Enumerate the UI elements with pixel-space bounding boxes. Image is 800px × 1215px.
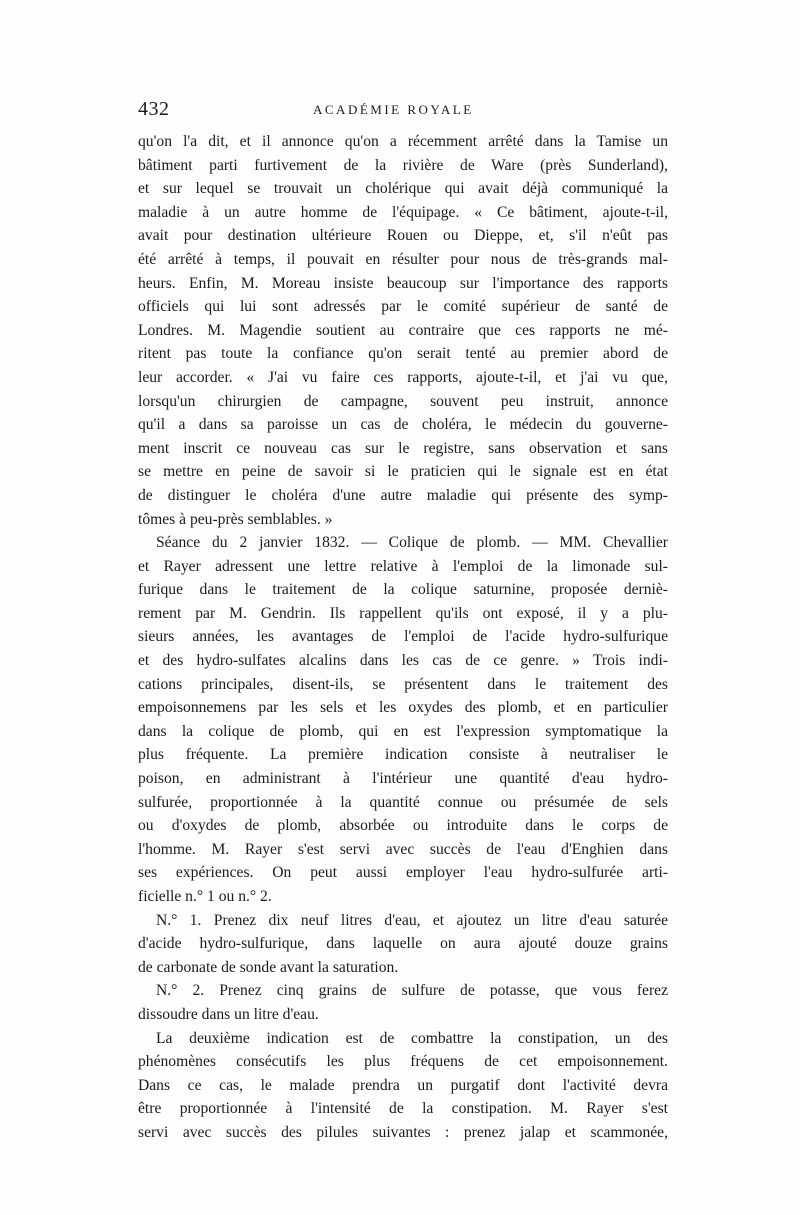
text-line: plus fréquente. La première indication consiste à neutraliser le xyxy=(138,746,668,764)
text-line: furique dans le traitement de la colique saturnine, proposée derniè- xyxy=(138,581,668,599)
text-line: phénomènes consécutifs les plus fréquens de cet empoisonnement. xyxy=(138,1053,668,1071)
text-line: avait pour destination ultérieure Rouen ou Dieppe, et, s'il n'eût pas xyxy=(138,227,668,245)
text-line: heurs. Enfin, M. Moreau insiste beaucoup sur l'importance des rapports xyxy=(138,274,668,292)
text-line: Séance du 2 janvier 1832. — Colique de plomb. — MM. Chevallier xyxy=(156,534,668,552)
text-line: et Rayer adressent une lettre relative à l'emploi de la limonade sul- xyxy=(138,557,668,575)
text-line: dans la colique de plomb, qui en est l'expression symptomatique la xyxy=(138,722,668,740)
text-line: tômes à peu-près semblables. » xyxy=(138,510,333,528)
running-head: ACADÉMIE ROYALE xyxy=(313,102,474,117)
text-line: ficielle n.° 1 ou n.° 2. xyxy=(138,888,272,905)
text-line: qu'il a dans sa paroisse un cas de choléra, le médecin du gouverne- xyxy=(138,416,668,434)
text-line: lorsqu'un chirurgien de campagne, souvent peu instruit, annonce xyxy=(138,392,668,410)
text-line: être proportionnée à l'intensité de la constipation. M. Rayer s'est xyxy=(138,1100,668,1118)
text-line: sulfurée, proportionnée à la quantité connue ou présumée de sels xyxy=(138,793,668,811)
text-line: été arrêté à temps, il pouvait en résulter pour nous de très-grands mal- xyxy=(138,250,668,268)
text-line: Londres. M. Magendie soutient au contraire que ces rapports ne mé- xyxy=(138,321,668,339)
text-line: poison, en administrant à l'intérieur une quantité d'eau hydro- xyxy=(138,770,668,788)
text-line: cations principales, disent-ils, se présentent dans le traitement des xyxy=(138,675,668,693)
text-line: officiels qui lui sont adressés par le comité supérieur de santé de xyxy=(138,298,668,316)
text-line: de distinguer le choléra d'une autre maladie qui présente des symp- xyxy=(138,486,668,504)
text-line: maladie à un autre homme de l'équipage. « Ce bâtiment, ajoute-t-il, xyxy=(138,203,668,221)
text-line: bâtiment parti furtivement de la rivière de Ware (près Sunderland), xyxy=(138,156,668,174)
text-line: et des hydro-sulfates alcalins dans les cas de ce genre. » Trois indi- xyxy=(138,652,668,670)
text-line: N.° 1. Prenez dix neuf litres d'eau, et ajoutez un litre d'eau saturée xyxy=(156,911,668,929)
text-line: de carbonate de sonde avant la saturation. xyxy=(138,958,399,976)
text-line: ses expériences. On peut aussi employer l'eau hydro-sulfurée arti- xyxy=(138,864,668,882)
text-line: qu'on l'a dit, et il annonce qu'on a récemment arrêté dans la Tamise un xyxy=(138,133,668,150)
text-line: empoisonnemens par les sels et les oxydes des plomb, et en particulier xyxy=(138,699,668,717)
body-text xyxy=(138,130,668,1145)
text-line: Dans ce cas, le malade prendra un purgatif dont l'activité devra xyxy=(138,1076,668,1094)
text-line: ment inscrit ce nouveau cas sur le registre, sans observation et sans xyxy=(138,439,668,457)
text-line: leur accorder. « J'ai vu faire ces rapports, ajoute-t-il, et j'ai vu que, xyxy=(138,368,668,386)
text-line: sieurs années, les avantages de l'emploi de l'acide hydro-sulfurique xyxy=(138,628,668,646)
text-line: dissoudre dans un litre d'eau. xyxy=(138,1005,319,1023)
text-line: servi avec succès des pilules suivantes : prenez jalap et scammonée, xyxy=(138,1123,668,1141)
text-line: d'acide hydro-sulfurique, dans laquelle on aura ajouté douze grains xyxy=(138,935,668,953)
page-header xyxy=(138,98,668,124)
text-line: se mettre en peine de savoir si le praticien qui le signale est en état xyxy=(138,463,668,481)
text-line: N.° 2. Prenez cinq grains de sulfure de potasse, que vous ferez xyxy=(156,982,668,1000)
text-line: l'homme. M. Rayer s'est servi avec succès de l'eau d'Enghien dans xyxy=(138,840,668,858)
text-line: rement par M. Gendrin. Ils rappellent qu'ils ont exposé, il y a plu- xyxy=(138,604,668,622)
text-line: et sur lequel se trouvait un cholérique qui avait déjà communiqué la xyxy=(138,180,668,198)
text-line: La deuxième indication est de combattre la constipation, un des xyxy=(156,1029,668,1047)
page-number: 432 xyxy=(138,98,170,120)
text-line: ou d'oxydes de plomb, absorbée ou introduite dans le corps de xyxy=(138,817,668,835)
text-line: ritent pas toute la confiance qu'on serait tenté au premier abord de xyxy=(138,345,668,363)
